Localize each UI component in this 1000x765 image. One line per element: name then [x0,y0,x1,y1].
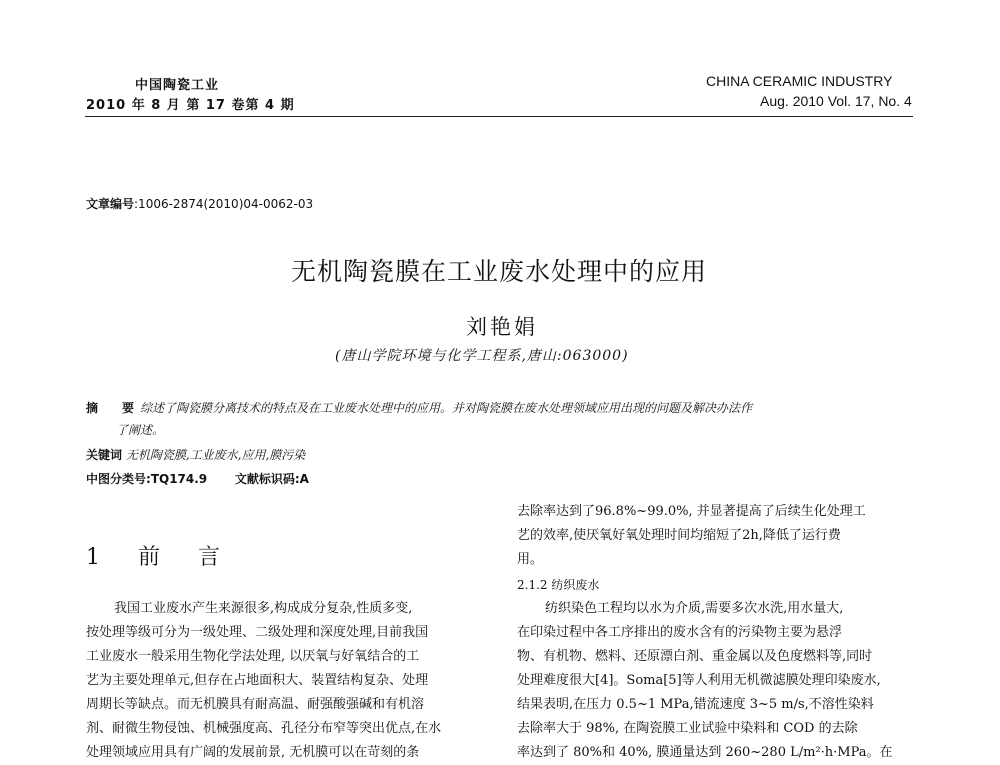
paragraph-line: 处理领域应用具有广阔的发展前景, 无机膜可以在苛刻的条 [86,745,420,760]
abstract-label: 摘 要 [86,401,141,415]
abstract-line-2: 了阐述。 [116,423,165,437]
keywords-label: 关键词 [86,448,123,462]
abstract-line-1: 综述了陶瓷膜分离技术的特点及在工业废水处理中的应用。并对陶瓷膜在废水处理领域应用出现的问题及解决办法作 [140,401,753,415]
paragraph-line: 用。 [517,552,544,567]
journal-name-cn: 中国陶瓷工业 [135,78,220,93]
author-affiliation: (唐山学院环境与化学工程系,唐山:063000) [335,348,629,364]
doc-code-label: 文献标识码 [234,472,295,486]
paragraph-line: 结果表明,在压力 0.5~1 MPa,错流速度 3~5 m/s,不溶性染料 [517,697,874,712]
article-number-value: :1006-2874(2010)04-0062-03 [134,197,314,211]
paragraph-line: 去除率大于 98%, 在陶瓷膜工业试验中染料和 COD 的去除 [517,721,858,736]
article-number [86,195,313,212]
subsection-heading-textile: 2.1.2 纺织废水 [517,578,600,592]
journal-name-en: CHINA CERAMIC INDUSTRY [706,73,893,89]
paragraph-line: 工业废水一般采用生物化学法处理, 以厌氧与好氧结合的工 [86,649,420,664]
paragraph-line: 率达到了 80%和 40%, 膜通量达到 260~280 L/m²·h·MPa。在 [517,745,893,760]
header-rule [85,116,913,117]
paragraph-line: 剂、耐微生物侵蚀、机械强度高、孔径分布窄等突出优点,在水 [86,721,442,736]
paragraph-line: 在印染过程中各工序排出的废水含有的污染物主要为悬浮 [517,625,843,640]
textile-paragraph [517,597,915,765]
classification [86,470,309,487]
keywords [86,446,305,463]
paragraph-line: 按处理等级可分为一级处理、二级处理和深度处理,目前我国 [86,625,429,640]
keywords-value: 无机陶瓷膜,工业废水,应用,膜污染 [125,448,306,462]
paragraph-line: 处理难度很大[4]。Soma[5]等人利用无机微滤膜处理印染废水, [517,673,881,688]
issue-cn: 2010 年 8 月 第 17 卷第 4 期 [86,98,295,113]
paragraph-line: 艺的效率,使厌氧好氧处理时间均缩短了2h,降低了运行费 [517,528,841,543]
section-heading-intro: 1 前 言 [86,545,228,570]
author-name: 刘艳娟 [466,315,538,339]
issue-en: Aug. 2010 Vol. 17, No. 4 [760,93,912,109]
paragraph-line: 物、有机物、燃料、还原漂白剂、重金属以及色度燃料等,同时 [517,649,873,664]
article-title: 无机陶瓷膜在工业废水处理中的应用 [291,257,708,286]
paragraph-line: 去除率达到了96.8%~99.0%, 并显著提高了后续生化处理工 [517,504,866,519]
doc-code-value: :A [294,472,309,486]
article-number-label: 文章编号 [86,197,135,211]
paragraph-line: 周期长等缺点。而无机膜具有耐高温、耐强酸强碱和有机溶 [86,697,425,712]
paragraph-line: 我国工业废水产生来源很多,构成成分复杂,性质多变, [114,601,413,616]
intro-paragraph [86,597,488,765]
right-intro-paragraph [517,500,915,572]
clc-label: 中图分类号 [86,472,147,486]
paragraph-line: 艺为主要处理单元,但存在占地面积大、装置结构复杂、处理 [86,673,429,688]
clc-value: :TQ174.9 [146,472,208,486]
paragraph-line: 纺织染色工程均以水为介质,需要多次水洗,用水量大, [545,601,844,616]
